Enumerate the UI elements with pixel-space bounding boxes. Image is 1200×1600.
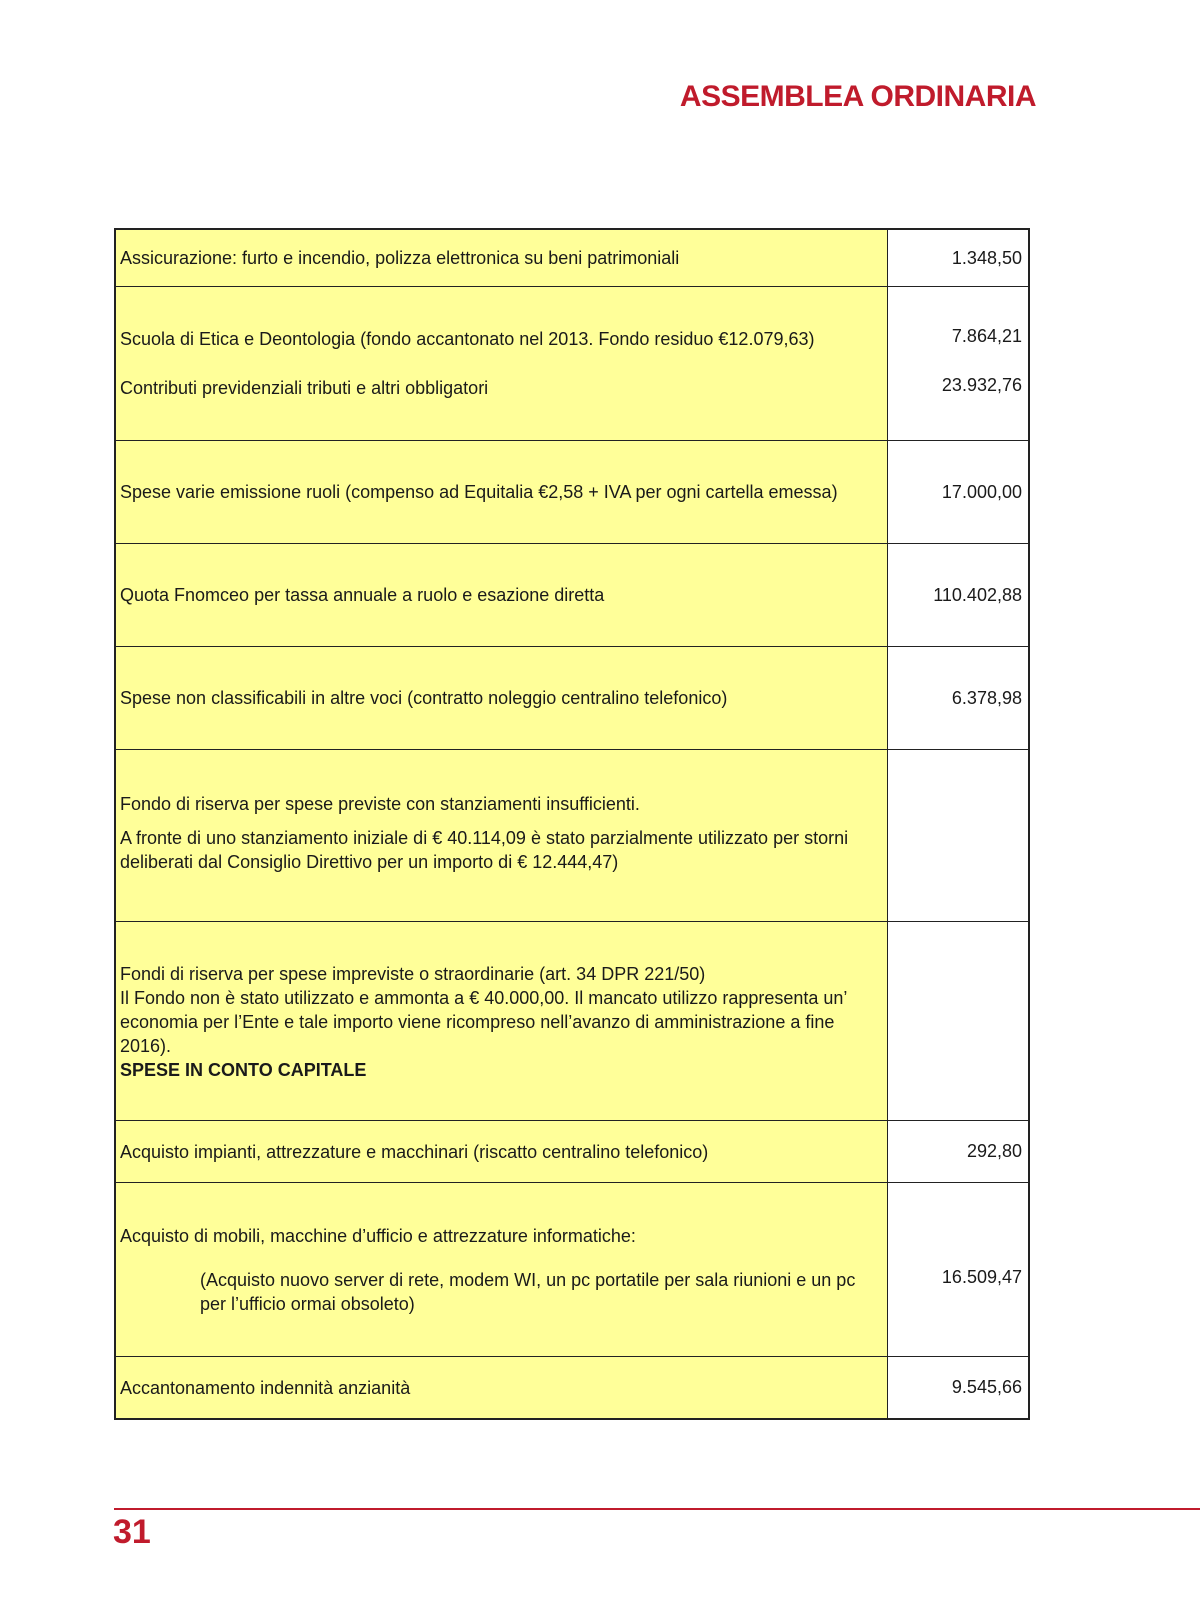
- row-description-text: Fondo di riserva per spese previste con stanziamenti insufficienti.: [120, 794, 640, 814]
- footer-divider: [114, 1508, 1200, 1510]
- row-description: [116, 441, 888, 543]
- row-description-text: A fronte di uno stanziamento iniziale di € 40.114,09 è stato parzialmente utilizzato per storni deliberati dal Consiglio Direttivo per un importo di € 12.444,47): [120, 828, 849, 872]
- page-number: 31: [113, 1513, 151, 1551]
- row-description-text: Quota Fnomceo per tassa annuale a ruolo e esazione diretta: [120, 585, 605, 605]
- row-description: [116, 647, 888, 749]
- row-amount: 17.000,00: [941, 481, 1022, 502]
- row-description: [116, 1121, 888, 1182]
- row-amount: 16.509,47: [941, 1267, 1022, 1287]
- row-description: [116, 922, 888, 1120]
- row-description-text: Contributi previdenziali tributi e altri obbligatori: [120, 378, 489, 398]
- row-amount: 9.545,66: [951, 1377, 1022, 1397]
- row-amount: [888, 750, 1028, 921]
- row-description: [116, 544, 888, 646]
- table-row: [116, 230, 1028, 286]
- row-description-text: Spese non classificabili in altre voci (contratto noleggio centralino telefonico): [120, 688, 728, 708]
- row-amount: 1.348,50: [951, 247, 1022, 268]
- row-description-text: Acquisto impianti, attrezzature e macchinari (riscatto centralino telefonico): [120, 1141, 709, 1162]
- table-row: [116, 749, 1028, 921]
- row-description-text: Spese varie emissione ruoli (compenso ad Equitalia €2,58 + IVA per ogni cartella emessa): [120, 482, 838, 502]
- table-row: [116, 543, 1028, 646]
- row-amount: [888, 922, 1028, 1120]
- row-amount: 6.378,98: [951, 687, 1022, 708]
- row-description-text: Acquisto di mobili, macchine d’ufficio e attrezzature informatiche:: [120, 1226, 636, 1246]
- row-amount-cell: [888, 287, 1028, 440]
- row-description: [116, 750, 888, 921]
- row-amount: 7.864,21: [951, 326, 1022, 346]
- row-description: [116, 287, 888, 440]
- budget-table: [114, 228, 1030, 1420]
- row-amount: 110.402,88: [933, 584, 1022, 605]
- row-description: [116, 1357, 888, 1418]
- row-amount-cell: [888, 1183, 1028, 1356]
- page-header-title: ASSEMBLEA ORDINARIA: [679, 80, 1036, 113]
- row-description-text: Assicurazione: furto e incendio, polizza elettronica su beni patrimoniali: [120, 248, 680, 268]
- table-row: [116, 286, 1028, 440]
- table-row: [116, 1356, 1028, 1418]
- row-amount: 292,80: [966, 1141, 1022, 1161]
- table-row: [116, 646, 1028, 749]
- table-row: [116, 440, 1028, 543]
- table-row: [116, 1182, 1028, 1356]
- row-description: [116, 230, 888, 286]
- row-description: [116, 1183, 888, 1356]
- row-description-text: Scuola di Etica e Deontologia (fondo accantonato nel 2013. Fondo residuo €12.079,63): [120, 329, 815, 349]
- row-description-text: Il Fondo non è stato utilizzato e ammonta a € 40.000,00. Il mancato utilizzo rappresenta un’ economia per l’Ente e tale importo viene ricompreso nell’avanzo di amministrazione a fine 2016).: [120, 988, 847, 1056]
- section-heading: SPESE IN CONTO CAPITALE: [120, 1060, 367, 1080]
- table-row: [116, 921, 1028, 1120]
- table-row: [116, 1120, 1028, 1182]
- row-amount: 23.932,76: [941, 375, 1022, 395]
- row-description-text: Fondi di riserva per spese impreviste o straordinarie (art. 34 DPR 221/50): [120, 964, 706, 984]
- row-description-detail: (Acquisto nuovo server di rete, modem WI, un pc portatile per sala riunioni e un pc per l’ufficio ormai obsoleto): [200, 1270, 856, 1314]
- row-description-text: Accantonamento indennità anzianità: [120, 1377, 411, 1398]
